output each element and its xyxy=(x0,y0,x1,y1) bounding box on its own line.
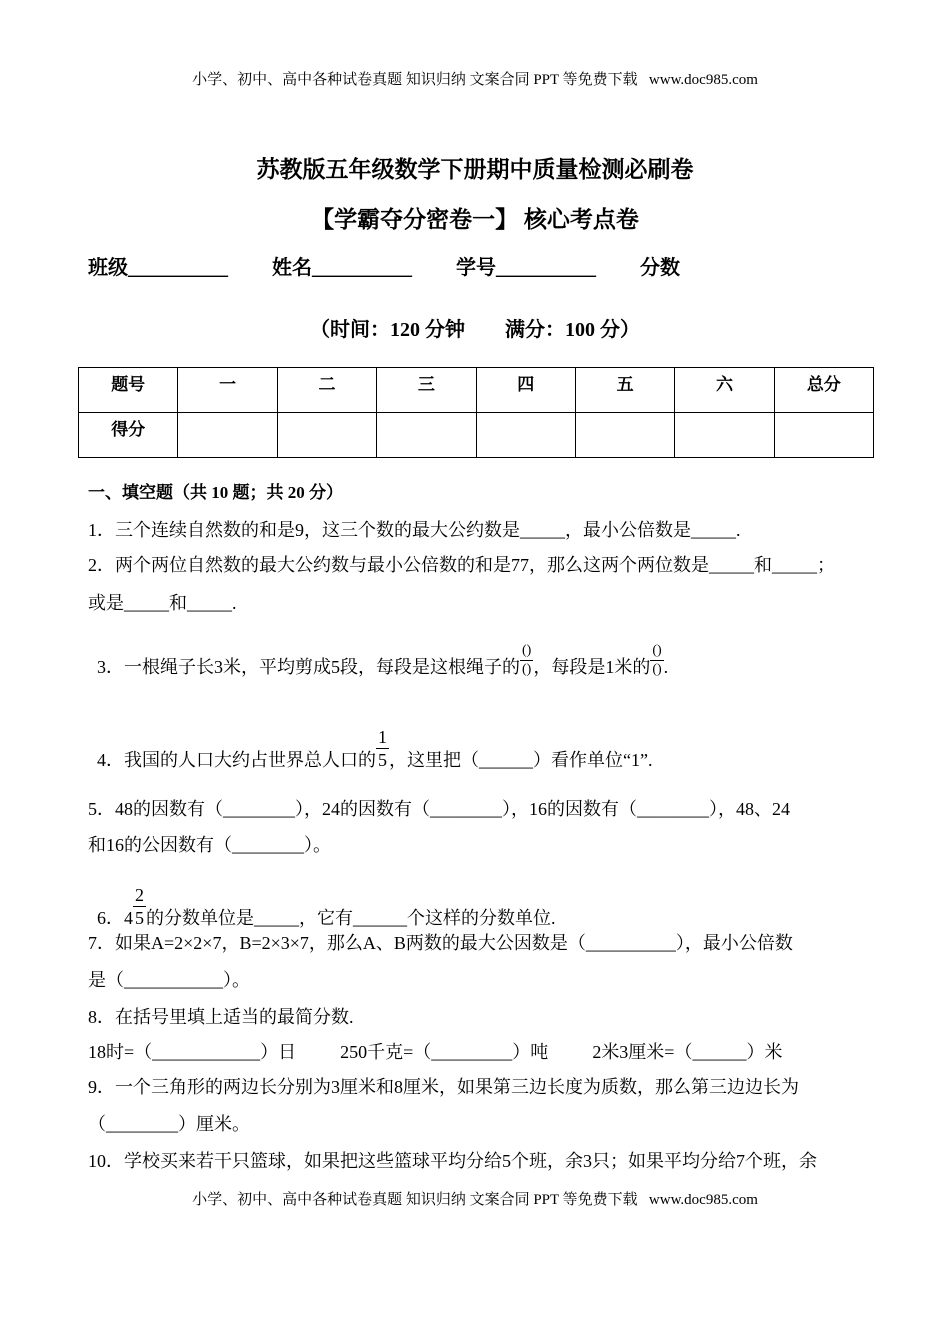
denominator: () xyxy=(652,662,662,677)
row-label: 得分 xyxy=(79,413,178,458)
denominator: 5 xyxy=(135,908,144,928)
question-8-part-3: 2米3厘米=（______）米 xyxy=(592,1042,783,1062)
numerator: () xyxy=(650,644,663,661)
score-cell[interactable] xyxy=(476,413,575,458)
numerator: 2 xyxy=(135,885,144,905)
question-1: 1．三个连续自然数的和是9，这三个数的最大公约数是_____，最小公倍数是_____. xyxy=(88,520,741,540)
question-3 xyxy=(88,622,668,678)
fraction xyxy=(133,886,146,927)
table-header-cell: 一 xyxy=(178,368,277,413)
page-title: 苏教版五年级数学下册期中质量检测必刷卷 xyxy=(256,157,694,182)
question-2-cont: 或是_____和_____. xyxy=(88,593,237,613)
question-10: 10．学校买来若干只篮球，如果把这些篮球平均分给5个班，余3只；如果平均分给7个班，余 xyxy=(88,1151,817,1171)
table-header-cell: 三 xyxy=(377,368,476,413)
question-8-part-2: 250千克=（_________）吨 xyxy=(340,1042,549,1062)
page-header: 小学、初中、高中各种试卷真题 知识归纳 文案合同 PPT 等免费下载 www.doc985.com xyxy=(192,72,758,88)
q3-text: 3．一根绳子长3米，平均剪成5段，每段是这根绳子的 xyxy=(97,657,520,677)
student-id-field[interactable]: 学号__________ xyxy=(456,257,596,279)
numerator: 1 xyxy=(378,727,387,747)
table-header-cell: 四 xyxy=(476,368,575,413)
table-header-cell: 题号 xyxy=(79,368,178,413)
table-header-cell: 五 xyxy=(575,368,674,413)
fraction-blank[interactable] xyxy=(520,644,533,677)
score-cell[interactable] xyxy=(575,413,674,458)
name-field[interactable]: 姓名__________ xyxy=(272,257,412,279)
question-5-cont: 和16的公因数有（________）。 xyxy=(88,835,331,855)
score-cell[interactable] xyxy=(277,413,376,458)
question-4 xyxy=(88,706,652,771)
q3-text: ，每段是1米的 xyxy=(533,657,651,677)
fraction xyxy=(376,728,389,769)
numerator: () xyxy=(520,644,533,661)
table-header-cell: 六 xyxy=(675,368,774,413)
student-info-row xyxy=(88,256,680,280)
time-info: （时间：120 分钟 满分：100 分） xyxy=(310,319,640,341)
question-9: 9．一个三角形的两边长分别为3厘米和8厘米，如果第三边长度为质数，那么第三边边长为 xyxy=(88,1077,799,1097)
question-8: 8．在括号里填上适当的最简分数. xyxy=(88,1007,354,1027)
question-2: 2．两个两位自然数的最大公约数与最小公倍数的和是77，那么这两个两位数是_____和_____； xyxy=(88,555,835,575)
question-8-row xyxy=(88,1041,782,1063)
score-cell[interactable] xyxy=(178,413,277,458)
q3-text: . xyxy=(663,657,669,677)
question-7-cont: 是（___________）。 xyxy=(88,970,250,990)
score-cell[interactable] xyxy=(675,413,774,458)
page-footer: 小学、初中、高中各种试卷真题 知识归纳 文案合同 PPT 等免费下载 www.doc985.com xyxy=(192,1192,758,1208)
table-header-cell: 二 xyxy=(277,368,376,413)
q4-text: ，这里把（______）看作单位“1”. xyxy=(389,750,653,770)
section-heading: 一、填空题（共 10 题；共 20 分） xyxy=(88,483,343,502)
page-subtitle: 【学霸夺分密卷一】 核心考点卷 xyxy=(311,207,639,232)
q6-text: 6．4 xyxy=(97,908,133,928)
score-table xyxy=(78,367,874,458)
table-header-cell: 总分 xyxy=(774,368,873,413)
fraction-blank[interactable] xyxy=(650,644,663,677)
question-9-cont: （________）厘米。 xyxy=(88,1114,250,1134)
q6-text: 的分数单位是_____，它有______个这样的分数单位. xyxy=(146,908,556,928)
question-7: 7．如果A=2×2×7，B=2×3×7，那么A、B两数的最大公因数是（__________），最小公倍数 xyxy=(88,933,793,953)
question-6 xyxy=(88,864,556,929)
table-header-row xyxy=(79,368,874,413)
q4-text: 4．我国的人口大约占世界总人口的 xyxy=(97,750,376,770)
score-cell[interactable] xyxy=(774,413,873,458)
question-5: 5．48的因数有（________），24的因数有（________），16的因数有（________），48、24 xyxy=(88,799,790,819)
denominator: () xyxy=(522,662,532,677)
question-8-part-1: 18时=（____________）日 xyxy=(88,1042,297,1062)
denominator: 5 xyxy=(378,750,387,770)
score-label: 分数 xyxy=(640,257,680,279)
score-cell[interactable] xyxy=(377,413,476,458)
table-row xyxy=(79,413,874,458)
class-field[interactable]: 班级__________ xyxy=(88,257,228,279)
